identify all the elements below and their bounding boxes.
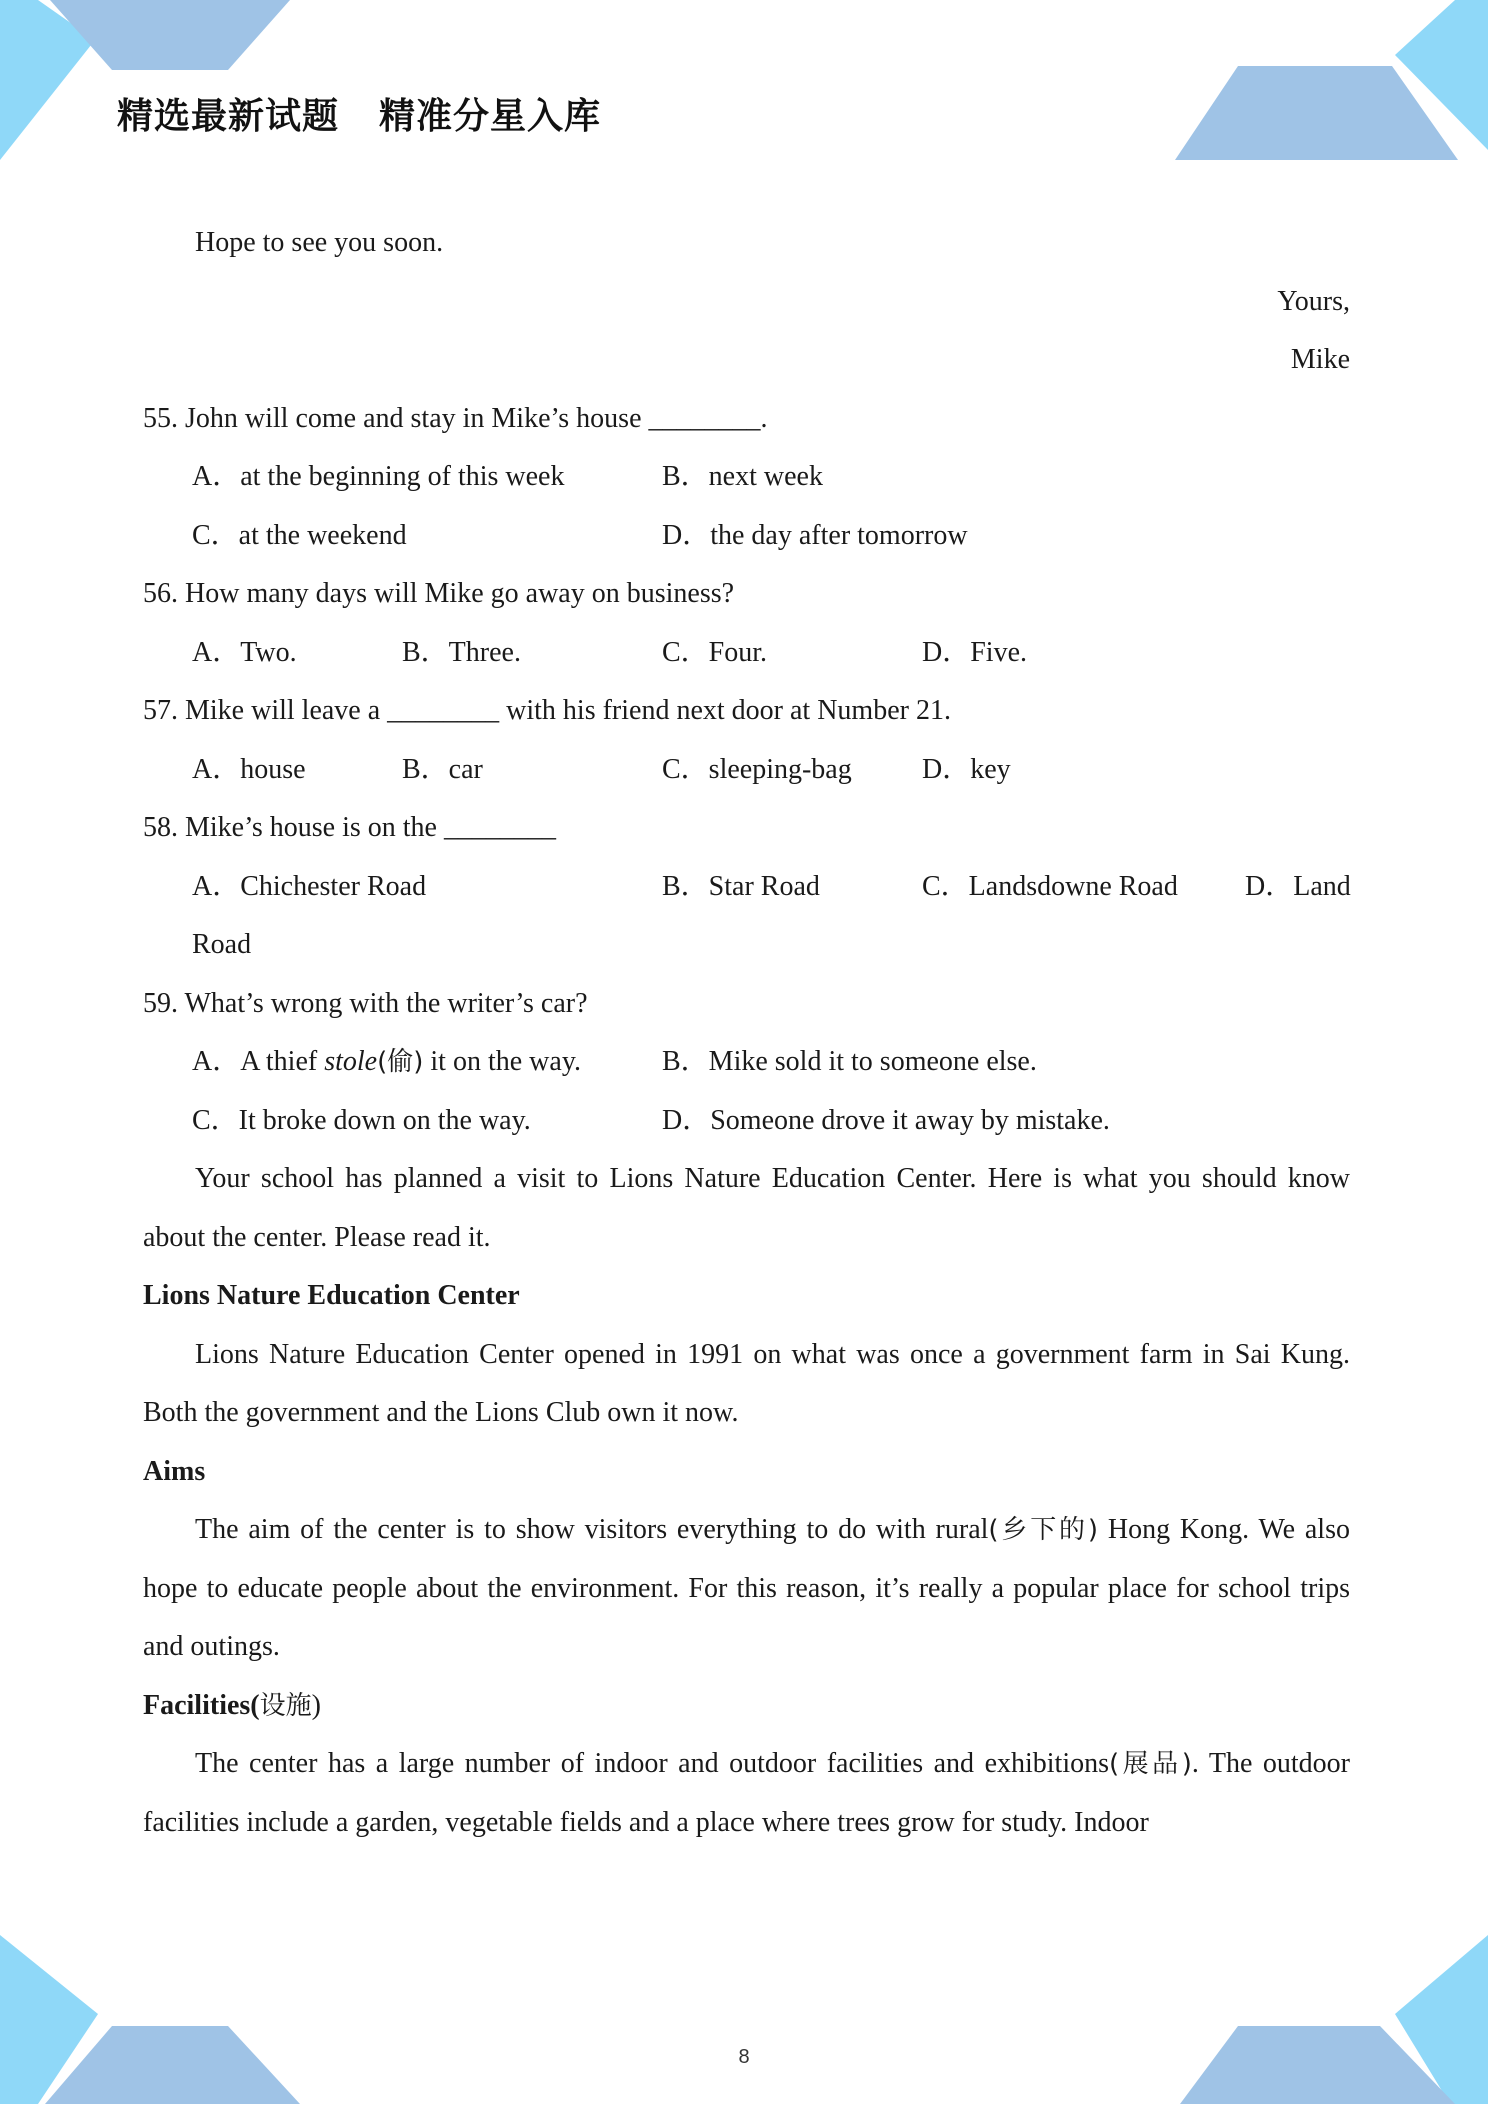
letter-closing: Hope to see you soon. — [195, 227, 444, 258]
option-c: C．at the weekend — [192, 519, 407, 551]
question-55 — [143, 390, 1350, 449]
decor-triangle-bottom-left — [0, 1935, 98, 2104]
option-d-continued: Road — [192, 929, 252, 960]
question-text: Mike’s house is on the ________ — [185, 812, 556, 843]
question-number: 55. — [143, 402, 178, 434]
question-55-options-row2 — [143, 507, 1350, 566]
facilities-paragraph — [143, 1735, 1350, 1852]
option-d: D．Five. — [922, 636, 1028, 668]
decor-triangle-top-right — [1395, 0, 1488, 150]
option-b: B．Star Road — [662, 870, 820, 902]
option-d: D．Someone drove it away by mistake. — [662, 1104, 1110, 1136]
facilities-gloss: 设施 — [259, 1690, 312, 1721]
facilities-heading-close: ) — [311, 1689, 321, 1721]
option-a-italic: stole — [324, 1046, 378, 1077]
page-content — [143, 214, 1350, 1852]
exhibitions-gloss: (展品) — [1109, 1749, 1192, 1779]
facilities-heading-text: Facilities( — [143, 1689, 260, 1721]
option-a: A．at the beginning of this week — [192, 461, 565, 492]
option-a-post: it on the way. — [423, 1046, 582, 1077]
letter-signature: Mike — [1290, 344, 1350, 375]
question-number: 59. — [143, 987, 178, 1019]
option-c: C．It broke down on the way. — [192, 1104, 531, 1136]
question-text: What’s wrong with the writer’s car? — [184, 987, 588, 1019]
header-title-part1: 精选最新试题 — [117, 96, 340, 137]
question-text: John will come and stay in Mike’s house ________. — [185, 402, 768, 434]
question-number: 57. — [143, 695, 178, 726]
option-b: B．Three. — [402, 636, 521, 668]
letter-signoff: Yours, — [1277, 285, 1350, 317]
question-58 — [143, 799, 1350, 858]
option-b: B．next week — [662, 461, 823, 492]
question-55-options-row1 — [143, 448, 1350, 507]
question-57 — [143, 682, 1350, 741]
option-d: D．the day after tomorrow — [662, 519, 968, 551]
question-56 — [143, 565, 1350, 624]
option-a — [192, 1033, 581, 1092]
question-56-options — [143, 624, 1350, 683]
question-number: 56. — [143, 578, 178, 609]
option-d: D．Land — [1245, 870, 1351, 902]
question-57-options — [143, 741, 1350, 800]
facilities-text-pre: The center has a large number of indoor and outdoor facilities and exhibitions — [195, 1748, 1110, 1779]
question-number: 58. — [143, 812, 178, 843]
decor-triangle-bottom-right — [1395, 1935, 1488, 2104]
decor-triangle-top-left — [0, 0, 95, 160]
option-c: C．Four. — [662, 636, 768, 668]
option-b: B．car — [402, 753, 483, 785]
option-a: A．house — [192, 753, 306, 785]
aims-paragraph — [143, 1501, 1350, 1677]
passage-title: Lions Nature Education Center — [143, 1280, 520, 1311]
aims-gloss: (乡下的) — [988, 1515, 1099, 1545]
aims-text-pre: The aim of the center is to show visitors everything to do with rural — [195, 1514, 989, 1545]
option-a: A．Two. — [192, 636, 297, 668]
aims-text-post: Hong Kong. We also hope to educate people about the environment. For this reason, it’s really a popular place for school trips and outings. — [143, 1514, 1350, 1662]
decor-trapezoid-top-left — [50, 0, 290, 70]
question-text: Mike will leave a ________ with his friend next door at Number 21. — [185, 695, 951, 726]
option-b: B．Mike sold it to someone else. — [662, 1046, 1037, 1077]
question-59-options-row1 — [143, 1033, 1350, 1092]
header-title-part2: 精准分星入库 — [379, 96, 602, 137]
question-58-options — [143, 858, 1350, 917]
header-title — [117, 88, 601, 139]
option-c: C．sleeping-bag — [662, 753, 852, 785]
facilities-heading — [143, 1677, 1350, 1736]
option-d: D．key — [922, 753, 1011, 785]
aims-heading: Aims — [143, 1455, 206, 1487]
question-59 — [143, 975, 1350, 1034]
option-c: C．Landsdowne Road — [922, 870, 1178, 902]
option-a-gloss: (偷) — [377, 1047, 424, 1077]
option-a-pre: A．A thief — [192, 1046, 325, 1077]
question-59-options-row2 — [143, 1092, 1350, 1151]
question-text: How many days will Mike go away on business? — [185, 578, 735, 609]
passage-paragraph-1: Lions Nature Education Center opened in 1991 on what was once a government farm in Sai Kung. Both the government and the Lions Club own it now. — [143, 1338, 1350, 1428]
option-a: A．Chichester Road — [192, 870, 427, 902]
page-number: 8 — [738, 2046, 750, 2068]
decor-trapezoid-top-right — [1175, 66, 1458, 160]
facilities-text-post: . The outdoor facilities include a garden, vegetable fields and a place where trees grow for study. Indoor — [143, 1748, 1350, 1838]
passage-intro: Your school has planned a visit to Lions Nature Education Center. Here is what you should know about the center. Please read it. — [143, 1163, 1350, 1253]
